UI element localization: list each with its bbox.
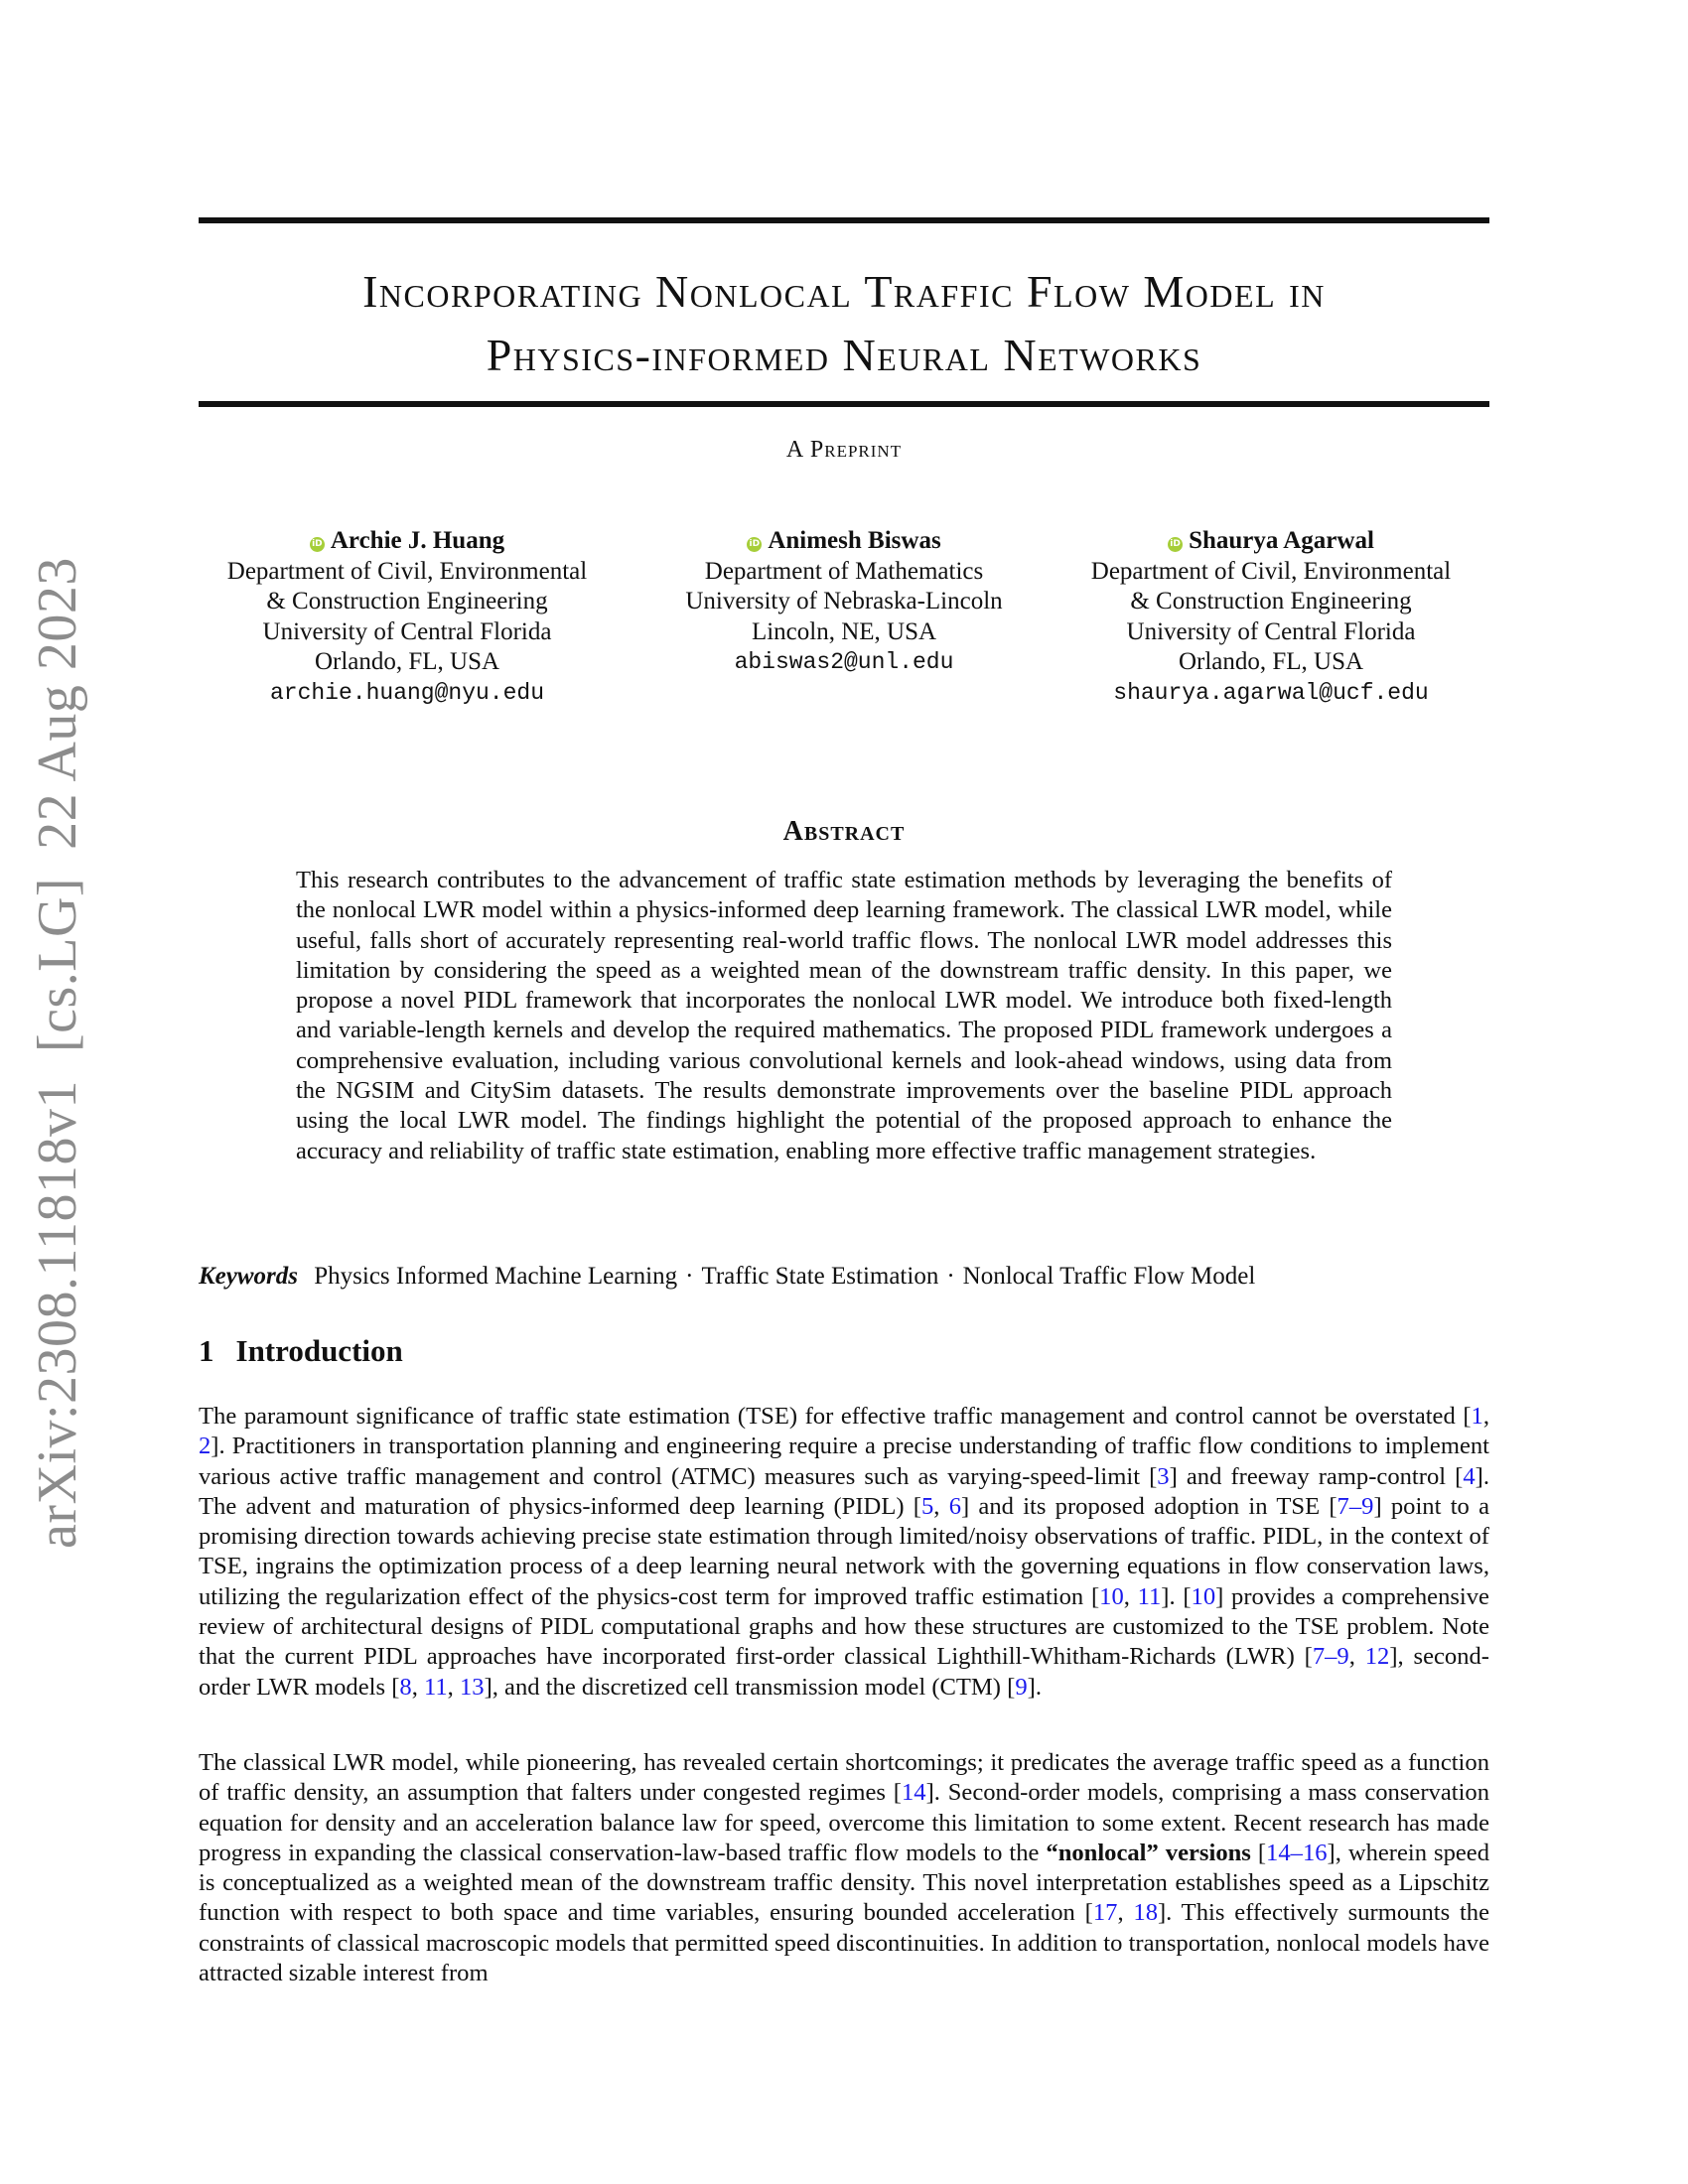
arxiv-id: arXiv:2308.11818v1 <box>27 1080 88 1549</box>
author-name: Animesh Biswas <box>768 527 941 554</box>
arxiv-date: 22 Aug 2023 <box>27 557 88 850</box>
citation-link[interactable]: 7–9 <box>1312 1643 1349 1671</box>
author-name: Archie J. Huang <box>330 527 505 554</box>
author-email[interactable]: shaurya.agarwal@ucf.edu <box>1113 679 1429 706</box>
citation-link[interactable]: 2 <box>199 1433 211 1460</box>
citation-link[interactable]: 10 <box>1191 1582 1216 1610</box>
author-affiliation: Lincoln, NE, USA <box>751 617 937 645</box>
citation-link[interactable]: 12 <box>1364 1643 1390 1671</box>
author-affiliation: Department of Civil, Environmental <box>1090 557 1452 585</box>
intro-paragraph-1: The paramount significance of traffic state estimation (TSE) for effective traffic management and control cannot be overstated [1, 2]. Practitioners in transportation planning and engineering require a precise understanding of traffic flow conditions to implement various active traffic management and control (ATMC) measures such as varying-speed-limit [3] and freeway ramp-control [4]. The advent and maturation of physics-informed deep learning (PIDL) [5, 6] and its proposed adoption in TSE [7–9] point to a promising direction towards achieving precise state estimation through limited/noisy observations of traffic. PIDL, in the context of TSE, ingrains the optimization process of a deep learning neural network with the governing equations in flow conservation laws, utilizing the regularization effect of the physics-cost term for improved traffic estimation [10, 11]. [10] provides a comprehensive review of architectural designs of PIDL computational graphs and how these structures are customized to the TSE problem. Note that the current PIDL approaches have incorporated first-order classical Lighthill-Whitham-Richards (LWR) [7–9, 12], second-order LWR models [8, 11, 13], and the discretized cell transmission model (CTM) [9]. <box>199 1403 1489 1701</box>
author-affiliation: Orlando, FL, USA <box>314 648 500 675</box>
citation-link[interactable]: 6 <box>948 1492 961 1520</box>
keyword: Nonlocal Traffic Flow Model <box>962 1263 1256 1290</box>
abstract-text: This research contributes to the advancement of traffic state estimation methods by leveraging the benefits of the nonlocal LWR model within a physics-informed deep learning framework. The classical LWR model, while useful, falls short of accurately representing real-world traffic flows. The nonlocal LWR model addresses this limitation by considering the speed as a weighted mean of the downstream traffic density. In this paper, we propose a novel PIDL framework that incorporates the nonlocal LWR model. We introduce both fixed-length and variable-length kernels and develop the required mathematics. The proposed PIDL framework undergoes a comprehensive evaluation, including various convolutional kernels and look-ahead windows, using data from the NGSIM and CitySim datasets. The results demonstrate improvements over the baseline PIDL approach using the local LWR model. The findings highlight the potential of the proposed approach to enhance the accuracy and reliability of traffic state estimation, enabling more effective traffic management strategies. <box>296 867 1392 1164</box>
author-3 <box>1062 526 1479 708</box>
citation-link[interactable]: 8 <box>399 1673 412 1701</box>
emphasis-nonlocal-versions: “nonlocal” versions <box>1046 1839 1251 1866</box>
keywords-label: Keywords <box>199 1263 298 1290</box>
title-line-1: Incorporating Nonlocal Traffic Flow Model in <box>362 266 1326 317</box>
paper-title <box>199 260 1489 387</box>
keywords <box>199 1263 1489 1291</box>
author-affiliation: Orlando, FL, USA <box>1178 648 1364 675</box>
author-affiliation: University of Central Florida <box>1126 617 1416 645</box>
citation-link[interactable]: 1 <box>1471 1403 1483 1430</box>
author-affiliation: University of Central Florida <box>262 617 552 645</box>
orcid-icon[interactable]: iD <box>747 537 762 552</box>
abstract-heading: Abstract <box>782 816 906 847</box>
citation-link[interactable]: 4 <box>1463 1462 1476 1490</box>
citation-link[interactable]: 5 <box>920 1492 934 1520</box>
citation-link[interactable]: 13 <box>459 1673 485 1701</box>
keyword-separator: · <box>685 1263 694 1290</box>
citation-link[interactable]: 17 <box>1092 1899 1118 1927</box>
orcid-icon[interactable]: iD <box>310 537 325 552</box>
author-email[interactable]: archie.huang@nyu.edu <box>269 679 545 706</box>
intro-paragraph-2: The classical LWR model, while pioneering, has revealed certain shortcomings; it predicates the average traffic speed as a function of traffic density, an assumption that falters under congested regimes [14]. Second-order models, comprising a mass conservation equation for density and an acceleration balance law for speed, overcome this limitation to some extent. Recent research has made progress in expanding the classical conservation-law-based traffic flow models to the “nonlocal” versions [14–16], wherein speed is conceptualized as a weighted mean of the downstream traffic density. This novel interpretation establishes speed as a Lipschitz function with respect to both space and time variables, ensuring bounded acceleration [17, 18]. This effectively surmounts the constraints of classical macroscopic models that permitted speed discontinuities. In addition to transportation, nonlocal models have attracted sizable interest from <box>199 1749 1490 1987</box>
author-2 <box>635 526 1053 678</box>
author-affiliation: & Construction Engineering <box>266 588 548 614</box>
author-email[interactable]: abiswas2@unl.edu <box>734 649 954 675</box>
author-affiliation: University of Nebraska-Lincoln <box>685 588 1003 614</box>
citation-link[interactable]: 11 <box>423 1673 448 1701</box>
citation-link[interactable]: 14–16 <box>1266 1839 1328 1866</box>
arxiv-category: [cs.LG] <box>27 877 88 1053</box>
citation-link[interactable]: 18 <box>1133 1899 1158 1927</box>
section-heading-introduction <box>199 1333 403 1369</box>
keyword: Traffic State Estimation <box>701 1263 939 1290</box>
citation-link[interactable]: 3 <box>1157 1462 1170 1490</box>
title-line-2: Physics-informed Neural Networks <box>486 330 1202 380</box>
orcid-icon[interactable]: iD <box>1168 537 1183 552</box>
section-number: 1 <box>199 1333 214 1368</box>
title-top-rule <box>199 217 1489 223</box>
arxiv-stamp <box>26 556 89 1549</box>
author-affiliation: & Construction Engineering <box>1130 588 1412 614</box>
citation-link[interactable]: 14 <box>901 1779 926 1807</box>
author-affiliation: Department of Civil, Environmental <box>226 557 588 585</box>
citation-link[interactable]: 7–9 <box>1336 1492 1374 1520</box>
citation-link[interactable]: 11 <box>1137 1582 1162 1610</box>
citation-link[interactable]: 9 <box>1015 1673 1028 1701</box>
author-1 <box>199 526 616 708</box>
preprint-label: A Preprint <box>785 437 903 463</box>
keyword-separator: · <box>946 1263 955 1290</box>
section-title: Introduction <box>235 1333 403 1368</box>
keyword: Physics Informed Machine Learning <box>314 1263 678 1290</box>
citation-link[interactable]: 10 <box>1099 1582 1124 1610</box>
author-name: Shaurya Agarwal <box>1189 527 1374 554</box>
author-affiliation: Department of Mathematics <box>704 557 984 585</box>
title-bottom-rule <box>199 401 1489 407</box>
